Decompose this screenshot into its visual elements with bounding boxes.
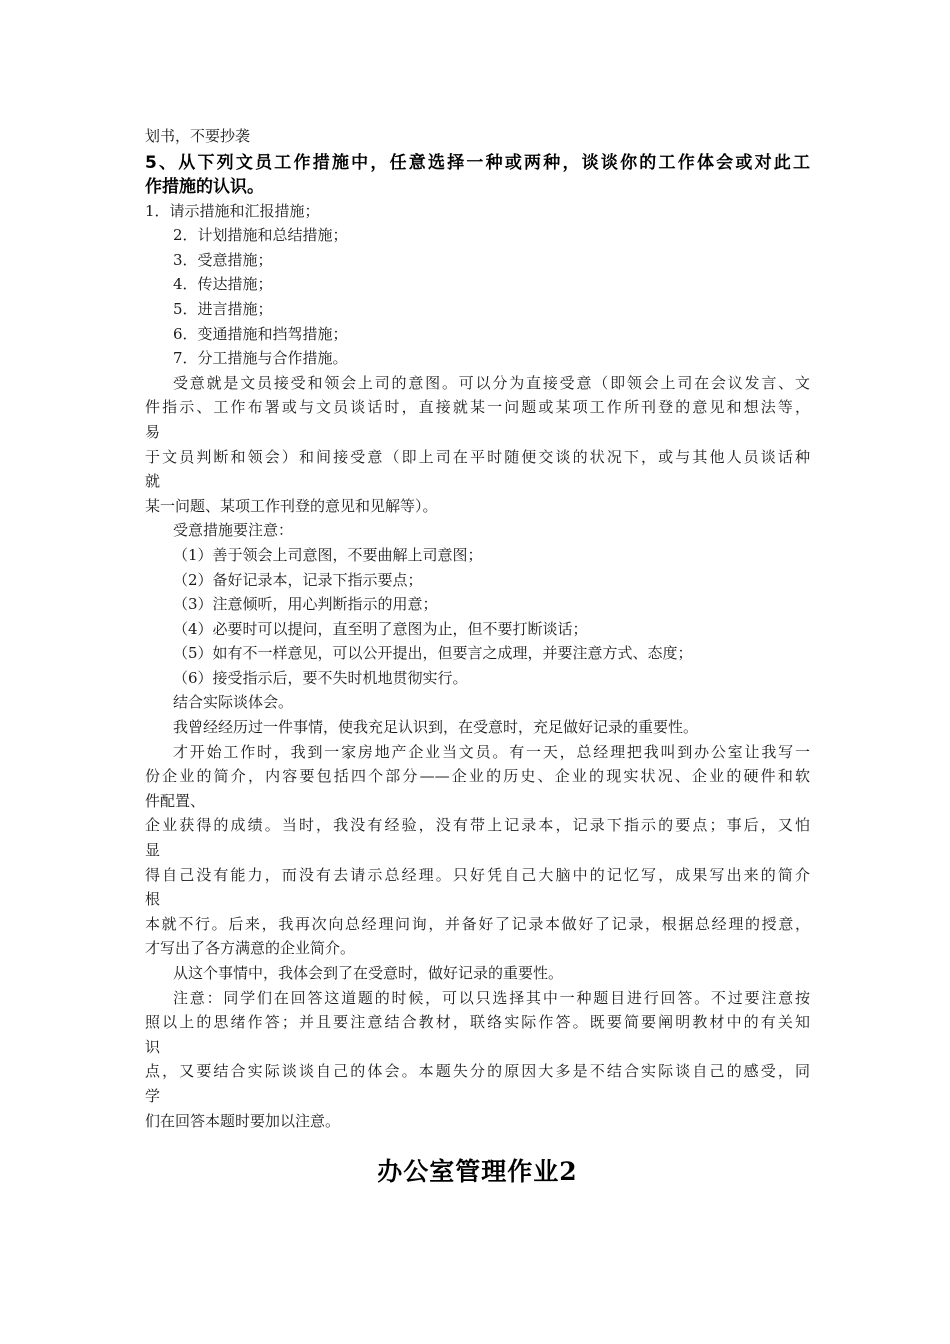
paragraph-line: 本就不行。后来，我再次向总经理问询，并备好了记录本做好了记录，根据总经理的授意，	[145, 914, 810, 933]
paragraph-line: 我曾经经历过一件事情，使我充足认识到，在受意时，充足做好记录的重要性。	[173, 718, 699, 737]
list-item: 3．受意措施；	[173, 250, 273, 269]
paragraph-line: 结合实际谈体会。	[173, 693, 294, 712]
paragraph-line: 于文员判断和领会）和间接受意（即上司在平时随便交谈的状况下，或与其他人员谈话种	[145, 447, 810, 466]
paragraph-line: 易	[145, 422, 161, 441]
paragraph-line: 照以上的思绪作答；并且要注意结合教材，联络实际作答。既要简要阐明教材中的有关知	[145, 1013, 810, 1032]
paragraph-line: 件配置、	[145, 791, 206, 810]
paragraph-line: 份企业的简介，内容要包括四个部分——企业的历史、企业的现实状况、企业的硬件和软	[145, 767, 810, 786]
list-item: 2．计划措施和总结措施；	[173, 226, 348, 245]
paragraph-line: 企业获得的成绩。当时，我没有经验，没有带上记录本，记录下指示的要点；事后，又怕	[145, 816, 810, 835]
list-item: 4．传达措施；	[173, 275, 273, 294]
paragraph-line: 得自己没有能力，而没有去请示总经理。只好凭自己大脑中的记忆写，成果写出来的简介	[145, 865, 810, 884]
list-item: （3）注意倾听，用心判断指示的用意；	[173, 595, 438, 614]
list-item: （4）必要时可以提问，直至明了意图为止，但不要打断谈话；	[173, 619, 588, 638]
paragraph-line: 件指示、工作布署或与文员谈话时，直接就某一问题或某项工作所刊登的意见和想法等，	[145, 398, 810, 417]
list-item: （1）善于领会上司意图，不要曲解上司意图；	[173, 545, 483, 564]
paragraph-line: 注意：同学们在回答这道题的时候，可以只选择其中一种题目进行回答。不过要注意按	[173, 988, 810, 1007]
paragraph-line: 显	[145, 841, 161, 860]
paragraph-line: 识	[145, 1037, 161, 1056]
question-line: 5、从下列文员工作措施中，任意选择一种或两种，谈谈你的工作体会或对此工	[145, 152, 810, 173]
list-item: （2）备好记录本，记录下指示要点；	[173, 570, 423, 589]
text-line: 划书，不要抄袭	[145, 127, 251, 145]
paragraph-line: 学	[145, 1086, 161, 1105]
paragraph-line: 们在回答本题时要加以注意。	[145, 1111, 341, 1130]
paragraph-line: 就	[145, 472, 161, 491]
paragraph-line: 才写出了各方满意的企业简介。	[145, 939, 356, 958]
question-line: 作措施的认识。	[145, 176, 264, 197]
paragraph-line: 才开始工作时，我到一家房地产企业当文员。有一天，总经理把我叫到办公室让我写一	[173, 742, 810, 761]
document-body	[145, 124, 810, 1133]
list-item: （6）接受指示后，要不失时机地贯彻实行。	[173, 668, 468, 687]
list-item: 5．进言措施；	[173, 299, 273, 318]
question-heading	[145, 151, 810, 199]
paragraph-line: 从这个事情中，我体会到了在受意时，做好记录的重要性。	[173, 964, 564, 982]
section-title: 办公室管理作业2	[377, 1157, 578, 1186]
paragraph-line: 根	[145, 890, 161, 909]
list-item: （5）如有不一样意见，可以公开提出，但要言之成理，并要注意方式、态度；	[173, 644, 693, 663]
paragraph-line: 受意就是文员接受和领会上司的意图。可以分为直接受意（即领会上司在会议发言、文	[173, 373, 810, 392]
list-item: 1．请示措施和汇报措施；	[145, 201, 320, 220]
paragraph-line: 某一问题、某项工作刊登的意见和见解等）。	[145, 496, 438, 515]
list-item: 7．分工措施与合作措施。	[173, 349, 348, 368]
list-item: 6．变通措施和挡驾措施；	[173, 324, 348, 343]
paragraph-line: 受意措施要注意：	[173, 521, 294, 540]
paragraph-line: 点，又要结合实际谈谈自己的体会。本题失分的原因大多是不结合实际谈自己的感受，同	[145, 1062, 810, 1081]
